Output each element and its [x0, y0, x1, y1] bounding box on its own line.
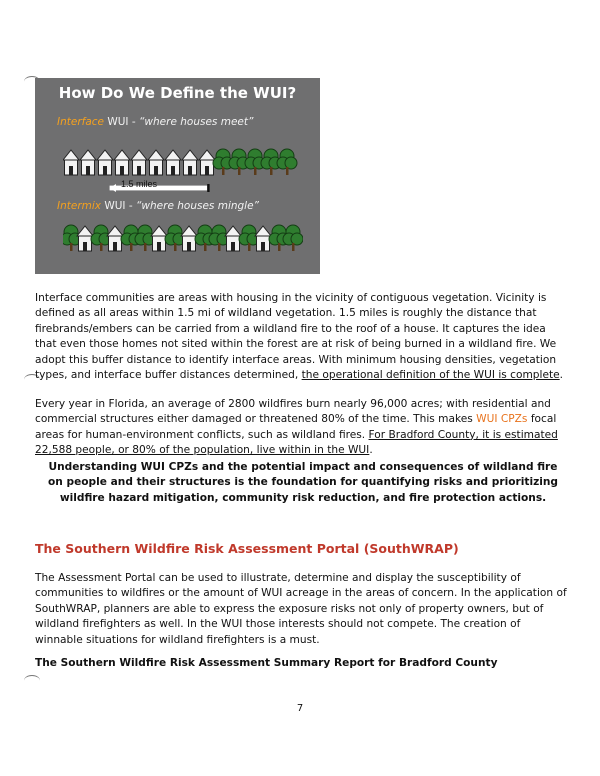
- bradford-county-estimate-link[interactable]: For Bradford County, it is estimated 22,588 people, or 80% of the population, live within in the WUI: [35, 428, 558, 457]
- intermix-houses-trees-illustration: [63, 218, 303, 254]
- paragraph2-end: .: [369, 444, 373, 457]
- intermix-text: WUI -: [101, 200, 136, 212]
- section-heading-southwrap: The Southern Wildfire Risk Assessment Portal (SouthWRAP): [35, 541, 459, 556]
- paragraph1-text: Interface communities are areas with housing in the vicinity of contiguous vegetation. Vicinity is defined as all areas within 1.5 mi of wildland vegetation. 1.5 miles is roughly the distance that firebrands/embers can be carried from a wildland fire to the roof of a house. It captures the idea that even those homes not sited within the forest are at risk of being burned in a wildland fire. We adopt this buffer distance to identify interface areas. With minimum housing densities, vegetation types, and interface buffer distances determined,: [35, 292, 557, 382]
- paragraph-assessment-portal: The Assessment Portal can be used to illustrate, determine and display the susceptibility of communities to wildfires or the amount of WUI acreage in the areas of concern. In the application of SouthWRAP, planners are able to express the exposure risks not only of property owners, but of wildland firefighters as well. In the WUI those interests should not compete. The creation of winnable situations for wildland firefighters is a must.: [35, 572, 567, 646]
- intermix-quote: “where houses mingle”: [135, 200, 259, 212]
- interface-text: WUI -: [104, 116, 139, 128]
- figure-title: How Do We Define the WUI?: [58, 84, 297, 102]
- paragraph-florida-wildfires: [35, 397, 567, 459]
- interface-houses-trees-illustration: [63, 140, 298, 180]
- paragraph-interface-definition: [35, 291, 567, 383]
- interface-keyword: Interface: [57, 116, 105, 128]
- summary-report-heading: The Southern Wildfire Risk Assessment Summary Report for Bradford County: [35, 657, 498, 669]
- paragraph1-end: .: [559, 369, 564, 382]
- distance-label: 1.5 miles: [121, 179, 158, 189]
- wui-definition-figure: [35, 78, 320, 274]
- paragraph2-text2: focal areas for human-environment conflicts, such as wildland fires.: [35, 413, 557, 441]
- page-number: 7: [296, 703, 304, 714]
- scan-mark-bottom: [24, 675, 40, 686]
- wui-cpzs-highlight: WUI CPZs: [476, 413, 528, 426]
- interface-quote: “where houses meet”: [138, 116, 254, 128]
- intermix-keyword: Intermix: [57, 200, 102, 212]
- operational-definition-link[interactable]: the operational definition of the WUI is complete: [301, 369, 560, 382]
- distance-arrow: [97, 184, 223, 192]
- interface-wui-line: [57, 116, 253, 128]
- paragraph2-text: Every year in Florida, an average of 2800 wildfires burn nearly 96,000 acres; with residential and commercial structures either damaged or threatened 80% of the time. This makes: [35, 398, 551, 426]
- intermix-wui-line: [57, 200, 259, 212]
- emphasis-statement: Understanding WUI CPZs and the potential impact and consequences of wildland fire on people and their structures is the foundation for quantifying risks and prioritizing wildfire hazard mitigation, community risk reduction, and fire protection actions.: [48, 461, 558, 504]
